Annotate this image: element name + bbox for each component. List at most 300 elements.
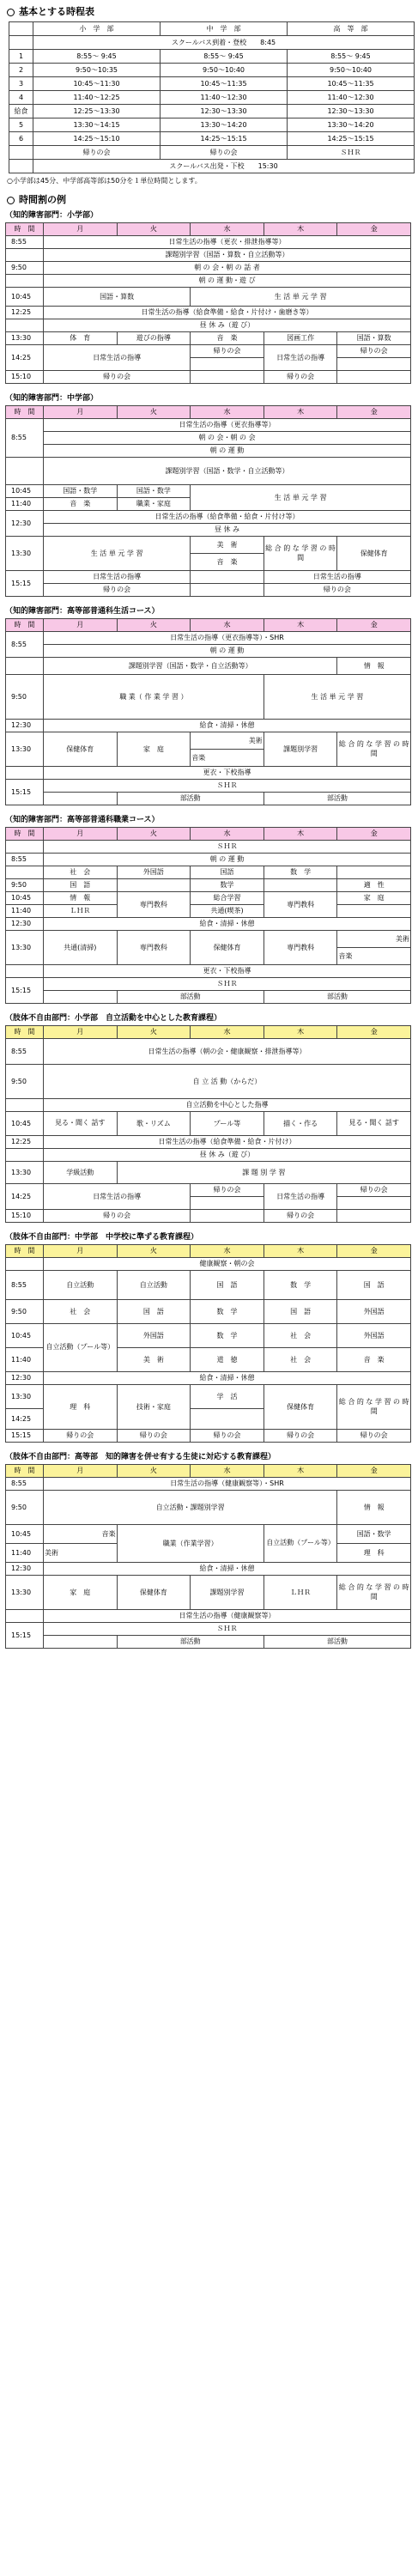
header-cell: 火	[117, 406, 191, 419]
cell: 美 術	[117, 1348, 191, 1372]
table-row	[9, 132, 415, 146]
cell: ＳＨＲ	[44, 978, 411, 991]
timetable-title: （知的障害部門：小学部）	[5, 211, 99, 221]
cell: 歌・リズム	[117, 1112, 191, 1136]
bus-departure-cell: スクールバス出発・下校 15:30	[33, 160, 415, 173]
cell: 数 学	[264, 1271, 337, 1300]
section-title-examples	[5, 192, 415, 208]
cell: 外国語	[337, 1324, 411, 1348]
header-cell	[9, 22, 33, 36]
period-cell	[9, 146, 33, 160]
header-cell: 火	[117, 619, 191, 632]
period-cell: 3	[9, 77, 33, 91]
cell: 部活動	[264, 793, 410, 805]
cell: 国語	[191, 866, 264, 879]
table-header-row	[6, 1026, 411, 1039]
cell: 専門教科	[117, 931, 191, 965]
cell: 課題別学習（国語・数学・自立活動等）	[44, 658, 337, 675]
cell: ＳＨＲ	[44, 1623, 411, 1636]
time-cell: 8:55	[6, 236, 44, 249]
cell: 描く・作る	[264, 1112, 337, 1136]
cell: 専門教科	[117, 892, 191, 918]
cell: 給食・清掃・休憩	[44, 1372, 411, 1385]
table-header-row	[6, 223, 411, 236]
cell: 帰りの会	[337, 1430, 411, 1443]
cell: 技術・家庭	[117, 1385, 191, 1430]
time-cell: 15:10	[6, 1210, 44, 1223]
cell: 数 学	[191, 1324, 264, 1348]
time-cell: 14:25〜15:15	[161, 132, 288, 146]
time-cell: 8:55〜 9:45	[288, 50, 415, 64]
cell: 理 科	[337, 1544, 411, 1563]
cell: 部活動	[117, 1636, 264, 1649]
time-cell: 12:30〜13:30	[161, 105, 288, 118]
timetable-title: （肢体不自由部門：高等部 知的障害を併せ有する生徒に対応する教育課程）	[5, 1453, 276, 1462]
time-cell: 15:15	[6, 780, 44, 805]
cell: 美術	[44, 1544, 118, 1563]
cell: 家 庭	[337, 892, 411, 905]
table-row	[9, 118, 415, 132]
cell: 遊びの指導	[117, 332, 191, 345]
time-cell: 8:55〜 9:45	[161, 50, 288, 64]
header-cell: 水	[191, 223, 264, 236]
cell: 職業（作業学習）	[117, 1525, 264, 1563]
time-cell: 10:45	[6, 1112, 44, 1136]
header-cell: 水	[191, 1465, 264, 1478]
cell: 外国語	[117, 866, 191, 879]
time-cell: 14:25	[6, 1184, 44, 1210]
cell: 総 合 的 な 学 習 の 時 間	[264, 537, 337, 571]
cell: 社 会	[264, 1324, 337, 1348]
cell: ＬＨＲ	[264, 1576, 337, 1610]
header-cell: 時 間	[6, 619, 44, 632]
table-header-row	[6, 1245, 411, 1258]
section-title-text: 基本とする時程表	[19, 6, 94, 18]
cell: 朝 の 運 動	[44, 645, 411, 658]
cell: 保健体育	[337, 537, 411, 571]
header-cell: 時 間	[6, 406, 44, 419]
header-cell: 木	[264, 619, 337, 632]
cell: 社 会	[44, 1300, 118, 1324]
header-cell: 小 学 部	[33, 22, 161, 36]
period-cell: 2	[9, 64, 33, 77]
cell: 課題別学習	[191, 1576, 264, 1610]
cell: 帰りの会	[44, 584, 191, 597]
time-cell: 8:55	[6, 1478, 44, 1491]
cell: 国 語	[337, 1271, 411, 1300]
section-title-base	[5, 4, 415, 20]
time-cell: 15:15	[6, 1623, 44, 1649]
cell: 給食・清掃・休憩	[44, 1563, 411, 1576]
cell: 音 楽	[191, 332, 264, 345]
cell: 帰りの会	[117, 1430, 191, 1443]
table-row	[9, 77, 415, 91]
cell: 数学	[191, 879, 264, 892]
header-cell: 火	[117, 1245, 191, 1258]
time-cell: 10:45〜11:35	[161, 77, 288, 91]
header-cell: 金	[337, 1465, 411, 1478]
cell: 昼 休 み（遊 び）	[44, 1149, 411, 1162]
header-cell: 時 間	[6, 1465, 44, 1478]
cell: 朝 の 運 動	[44, 445, 411, 458]
time-cell: 10:45	[6, 1324, 44, 1348]
cell: 日常生活の指導（給食準備・給食・片付け等）	[44, 511, 411, 524]
cell: 音楽	[44, 1525, 118, 1544]
header-cell: 月	[44, 1245, 118, 1258]
header-cell: 木	[264, 1026, 337, 1039]
time-cell: 11:40	[6, 905, 44, 918]
timetable-junior-intellectual	[5, 405, 411, 597]
cell: 保健体育	[117, 1576, 191, 1610]
time-cell: 10:45	[6, 485, 44, 498]
cell: 日常生活の指導（健康観察等）	[44, 1610, 411, 1623]
cell: 帰りの会	[44, 1430, 118, 1443]
cell: 数 学	[191, 1300, 264, 1324]
header-cell: 水	[191, 1245, 264, 1258]
cell: 総 合 的 な 学 習 の 時 間	[337, 732, 411, 767]
header-cell: 火	[117, 223, 191, 236]
cell: 課題別学習（国語・数学・自立活動等）	[44, 458, 411, 485]
header-cell: 月	[44, 1465, 118, 1478]
header-cell: 月	[44, 223, 118, 236]
cell: 部活動	[117, 793, 264, 805]
cell: 図画工作	[264, 332, 337, 345]
cell: 数 学	[264, 866, 337, 879]
header-cell: 金	[337, 406, 411, 419]
cell: 外国語	[337, 1300, 411, 1324]
time-cell: 11:40	[6, 1348, 44, 1372]
time-cell: 13:30	[6, 332, 44, 345]
header-cell: 金	[337, 619, 411, 632]
cell: ＳＨＲ	[44, 841, 411, 854]
table-row	[9, 146, 415, 160]
time-cell: 9:50	[6, 675, 44, 720]
timetable-physical-high	[5, 1464, 411, 1649]
time-cell: 9:50〜10:40	[161, 64, 288, 77]
cell: 日常生活の指導	[44, 1184, 191, 1210]
time-cell: 13:30〜14:20	[288, 118, 415, 132]
time-cell: 帰りの会	[33, 146, 161, 160]
cell: 専門教科	[264, 892, 337, 918]
time-cell: 9:50	[6, 1065, 44, 1099]
time-cell: 12:30	[6, 918, 44, 931]
base-schedule-table	[9, 21, 415, 173]
period-cell: 給食	[9, 105, 33, 118]
table-row	[9, 91, 415, 105]
cell: ＬＨＲ	[44, 905, 118, 918]
header-cell: 水	[191, 828, 264, 841]
cell: 総 合 的 な 学 習 の 時 間	[337, 1385, 411, 1430]
timetable-title: （肢体不自由部門：中学部 中学校に準ずる教育課程）	[5, 1233, 199, 1242]
cell: 音 楽	[44, 498, 118, 511]
cell: 国語・算数	[337, 332, 411, 345]
cell: 昼 休 み	[44, 524, 411, 537]
circle-icon	[7, 9, 15, 16]
cell: 職 業（ 作 業 学 習 ）	[44, 675, 264, 720]
cell: 国 語	[264, 1300, 337, 1324]
cell: プール等	[191, 1112, 264, 1136]
timetable-title: （肢体不自由部門：小学部 自立活動を中心とした教育課程）	[5, 1014, 222, 1024]
time-cell: 14:25〜15:15	[288, 132, 415, 146]
cell: 日常生活の指導	[264, 571, 410, 584]
time-cell: 8:55	[6, 1039, 44, 1065]
period-cell: 5	[9, 118, 33, 132]
time-cell: 13:30	[6, 1385, 44, 1409]
time-cell: 15:15	[6, 1430, 44, 1443]
header-cell: 時 間	[6, 828, 44, 841]
timetable-high-life-course	[5, 618, 411, 805]
period-cell: 6	[9, 132, 33, 146]
cell: 健康観察・朝の会	[44, 1258, 411, 1271]
cell: ＳＨＲ	[44, 780, 411, 793]
cell: 更衣・下校指導	[44, 767, 411, 780]
cell: 日常生活の指導（更衣指導等）・SHR	[44, 632, 411, 645]
header-cell: 時 間	[6, 1026, 44, 1039]
cell: 音 楽	[191, 554, 264, 571]
cell: 国語・数学	[44, 485, 118, 498]
cell: 日常生活の指導（更衣指導等）	[44, 419, 411, 432]
time-cell: 8:55	[6, 854, 44, 866]
time-cell: 9:50〜10:35	[33, 64, 161, 77]
header-cell: 木	[264, 223, 337, 236]
cell: 帰りの会	[264, 371, 337, 384]
time-cell: 12:30	[6, 1563, 44, 1576]
cell: 日常生活の指導	[264, 1184, 337, 1210]
cell: 共通(清掃)	[44, 931, 118, 965]
cell: 生 活 単 元 学 習	[264, 675, 410, 720]
cell: 自立活動	[117, 1271, 191, 1300]
header-cell: 木	[264, 828, 337, 841]
cell: 朝 の 運 動	[44, 854, 411, 866]
cell: 生 活 単 元 学 習	[44, 537, 191, 571]
cell: 帰りの会	[191, 1184, 264, 1197]
time-cell: 10:45〜11:35	[288, 77, 415, 91]
cell: 学級活動	[44, 1162, 118, 1184]
header-cell: 金	[337, 223, 411, 236]
cell: 道 徳	[191, 1348, 264, 1372]
cell: 自立活動を中心とした指導	[44, 1099, 411, 1112]
time-cell: 15:15	[6, 978, 44, 1004]
cell: 音楽	[191, 750, 264, 767]
cell: 理 科	[44, 1385, 118, 1430]
header-cell: 火	[117, 1465, 191, 1478]
cell: 帰りの会	[337, 345, 411, 358]
cell: 音楽	[337, 948, 411, 965]
cell: 昼 休 み（遊 び）	[44, 319, 411, 332]
time-cell: 10:45	[6, 288, 44, 307]
cell: 美術	[191, 732, 264, 750]
timetable-high-vocational-course	[5, 827, 411, 1004]
cell: 朝 の 会・朝 の 会	[44, 432, 411, 445]
cell: 帰りの会	[44, 371, 191, 384]
cell: 見る・聞く 話す	[337, 1112, 411, 1136]
header-cell: 金	[337, 828, 411, 841]
header-cell: 木	[264, 1465, 337, 1478]
cell: 生 活 単 元 学 習	[191, 288, 411, 307]
header-cell: 火	[117, 1026, 191, 1039]
time-cell: 11:40〜12:25	[33, 91, 161, 105]
cell: 日常生活の指導（給食準備・給食・片付け）	[44, 1136, 411, 1149]
time-cell: 13:30	[6, 1162, 44, 1184]
cell: 自立活動・課題別学習	[44, 1491, 337, 1525]
section-title-text: 時間割の例	[19, 194, 66, 206]
cell: 見る・聞く 話す	[44, 1112, 118, 1136]
cell: 部活動	[264, 1636, 410, 1649]
cell: 国 語	[44, 879, 118, 892]
time-cell: 12:25〜13:30	[33, 105, 161, 118]
time-cell: 13:30〜14:15	[33, 118, 161, 132]
timetable-physical-elem	[5, 1025, 411, 1223]
cell: 美 術	[191, 537, 264, 554]
time-cell: 8:55	[6, 632, 44, 658]
cell: 日常生活の指導	[264, 345, 337, 371]
table-header-row	[6, 619, 411, 632]
cell: 保健体育	[44, 732, 118, 767]
time-cell: 13:30	[6, 732, 44, 767]
time-cell: 15:10	[6, 371, 44, 384]
time-cell: 9:50	[6, 879, 44, 892]
time-cell: 11:40	[6, 498, 44, 511]
table-row	[9, 160, 415, 173]
cell: 家 庭	[117, 732, 191, 767]
header-cell: 木	[264, 1245, 337, 1258]
cell: 自立活動	[44, 1271, 118, 1300]
note-text: ○小学部は45分、中学部高等部は50分を１単位時間とします。	[7, 177, 202, 185]
timetable-title: （知的障害部門：中学部）	[5, 394, 99, 404]
time-cell: ＳＨＲ	[288, 146, 415, 160]
cell: 課題別学習（国語・算数・自立活動等）	[44, 249, 411, 262]
header-cell: 金	[337, 1245, 411, 1258]
cell: 美術	[337, 931, 411, 948]
table-header-row	[6, 828, 411, 841]
time-cell: 11:40〜12:30	[288, 91, 415, 105]
cell: 保健体育	[264, 1385, 337, 1430]
circle-icon	[7, 197, 15, 204]
table-header-row	[6, 1465, 411, 1478]
cell: 国 語	[191, 1271, 264, 1300]
table-header-row	[9, 22, 415, 36]
cell: 自立活動（プール等）	[44, 1324, 118, 1372]
cell: 給食・清掃・休憩	[44, 720, 411, 732]
table-row	[9, 50, 415, 64]
table-header-row	[6, 406, 411, 419]
cell: 帰りの会	[337, 1184, 411, 1197]
cell: 体 育	[44, 332, 118, 345]
cell: 国語・算数	[44, 288, 191, 307]
header-cell: 水	[191, 1026, 264, 1039]
cell: 適 性	[337, 879, 411, 892]
cell: 日常生活の指導（給食準備・給食・片付け・歯磨き等）	[44, 307, 411, 319]
header-cell: 中 学 部	[161, 22, 288, 36]
time-cell: 13:30	[6, 1576, 44, 1610]
cell: 自立活動（プール等）	[264, 1525, 337, 1563]
cell: 朝 の 運 動・遊 び	[44, 275, 411, 288]
cell: 課題別学習	[264, 732, 337, 767]
time-cell: 10:45	[6, 892, 44, 905]
header-cell: 水	[191, 619, 264, 632]
cell: 生 活 単 元 学 習	[191, 485, 411, 511]
time-cell: 9:50	[6, 1300, 44, 1324]
bus-arrival-cell: スクールバス到着・登校 8:45	[33, 36, 415, 50]
cell: 国 語	[117, 1300, 191, 1324]
cell: 専門教科	[264, 931, 337, 965]
timetable-title: （知的障害部門：高等部普通科生活コース）	[5, 607, 160, 617]
time-cell: 8:55〜 9:45	[33, 50, 161, 64]
cell: 共通(喫茶)	[191, 905, 264, 918]
cell: 帰りの会	[264, 1210, 337, 1223]
cell: 情 報	[337, 1491, 411, 1525]
period-cell: 4	[9, 91, 33, 105]
cell: 音 楽	[337, 1348, 411, 1372]
time-cell: 13:30〜14:20	[161, 118, 288, 132]
time-cell: 15:15	[6, 571, 44, 597]
cell: 社 会	[264, 1348, 337, 1372]
cell: 部活動	[264, 991, 410, 1004]
cell: 外国語	[117, 1324, 191, 1348]
timetable-title: （知的障害部門：高等部普通科職業コース）	[5, 816, 160, 825]
cell: 更衣・下校指導	[44, 965, 411, 978]
time-cell: 8:55	[6, 1271, 44, 1300]
cell: 自 立 活 動（からだ）	[44, 1065, 411, 1099]
time-cell: 10:45	[6, 1525, 44, 1544]
header-cell: 木	[264, 406, 337, 419]
cell: 日常生活の指導（健康観察等）・SHR	[44, 1478, 411, 1491]
time-cell: 12:30〜13:30	[288, 105, 415, 118]
table-row	[9, 105, 415, 118]
table-row	[9, 36, 415, 50]
header-cell: 月	[44, 406, 118, 419]
header-cell: 火	[117, 828, 191, 841]
cell: 家 庭	[44, 1576, 118, 1610]
time-cell: 13:30	[6, 931, 44, 965]
cell: 保健体育	[191, 931, 264, 965]
time-cell: 9:50〜10:40	[288, 64, 415, 77]
cell: 朝 の 会・朝 の 話 者	[44, 262, 411, 275]
cell: 日常生活の指導	[44, 571, 191, 584]
time-cell: 14:25〜15:10	[33, 132, 161, 146]
header-cell: 月	[44, 619, 118, 632]
time-cell: 12:30	[6, 720, 44, 732]
cell: 日常生活の指導	[44, 345, 191, 371]
cell: 情 報	[337, 658, 411, 675]
header-cell: 高 等 部	[288, 22, 415, 36]
cell: 社 会	[44, 866, 118, 879]
timetable-physical-junior	[5, 1244, 411, 1443]
cell: 帰りの会	[191, 345, 264, 358]
time-cell: 9:50	[6, 1491, 44, 1525]
header-cell: 月	[44, 1026, 118, 1039]
header-cell: 月	[44, 828, 118, 841]
cell: 課 題 別 学 習	[117, 1162, 410, 1184]
cell: 日常生活の指導（朝の会・健康観察・排泄指導等）	[44, 1039, 411, 1065]
cell: 帰りの会	[191, 1430, 264, 1443]
header-cell: 水	[191, 406, 264, 419]
cell: 国語・数学	[337, 1525, 411, 1544]
cell: 総合学習	[191, 892, 264, 905]
time-cell: 12:30	[6, 1372, 44, 1385]
period-cell: 1	[9, 50, 33, 64]
time-cell: 12:25	[6, 1136, 44, 1149]
cell: 帰りの会	[264, 584, 410, 597]
time-cell: 14:25	[6, 345, 44, 371]
time-cell: 13:30	[6, 537, 44, 571]
header-cell: 時 間	[6, 223, 44, 236]
cell: 帰りの会	[264, 1430, 337, 1443]
time-cell: 10:45〜11:30	[33, 77, 161, 91]
cell: 帰りの会	[44, 1210, 191, 1223]
cell: 部活動	[117, 991, 264, 1004]
cell: 給食・清掃・休憩	[44, 918, 411, 931]
